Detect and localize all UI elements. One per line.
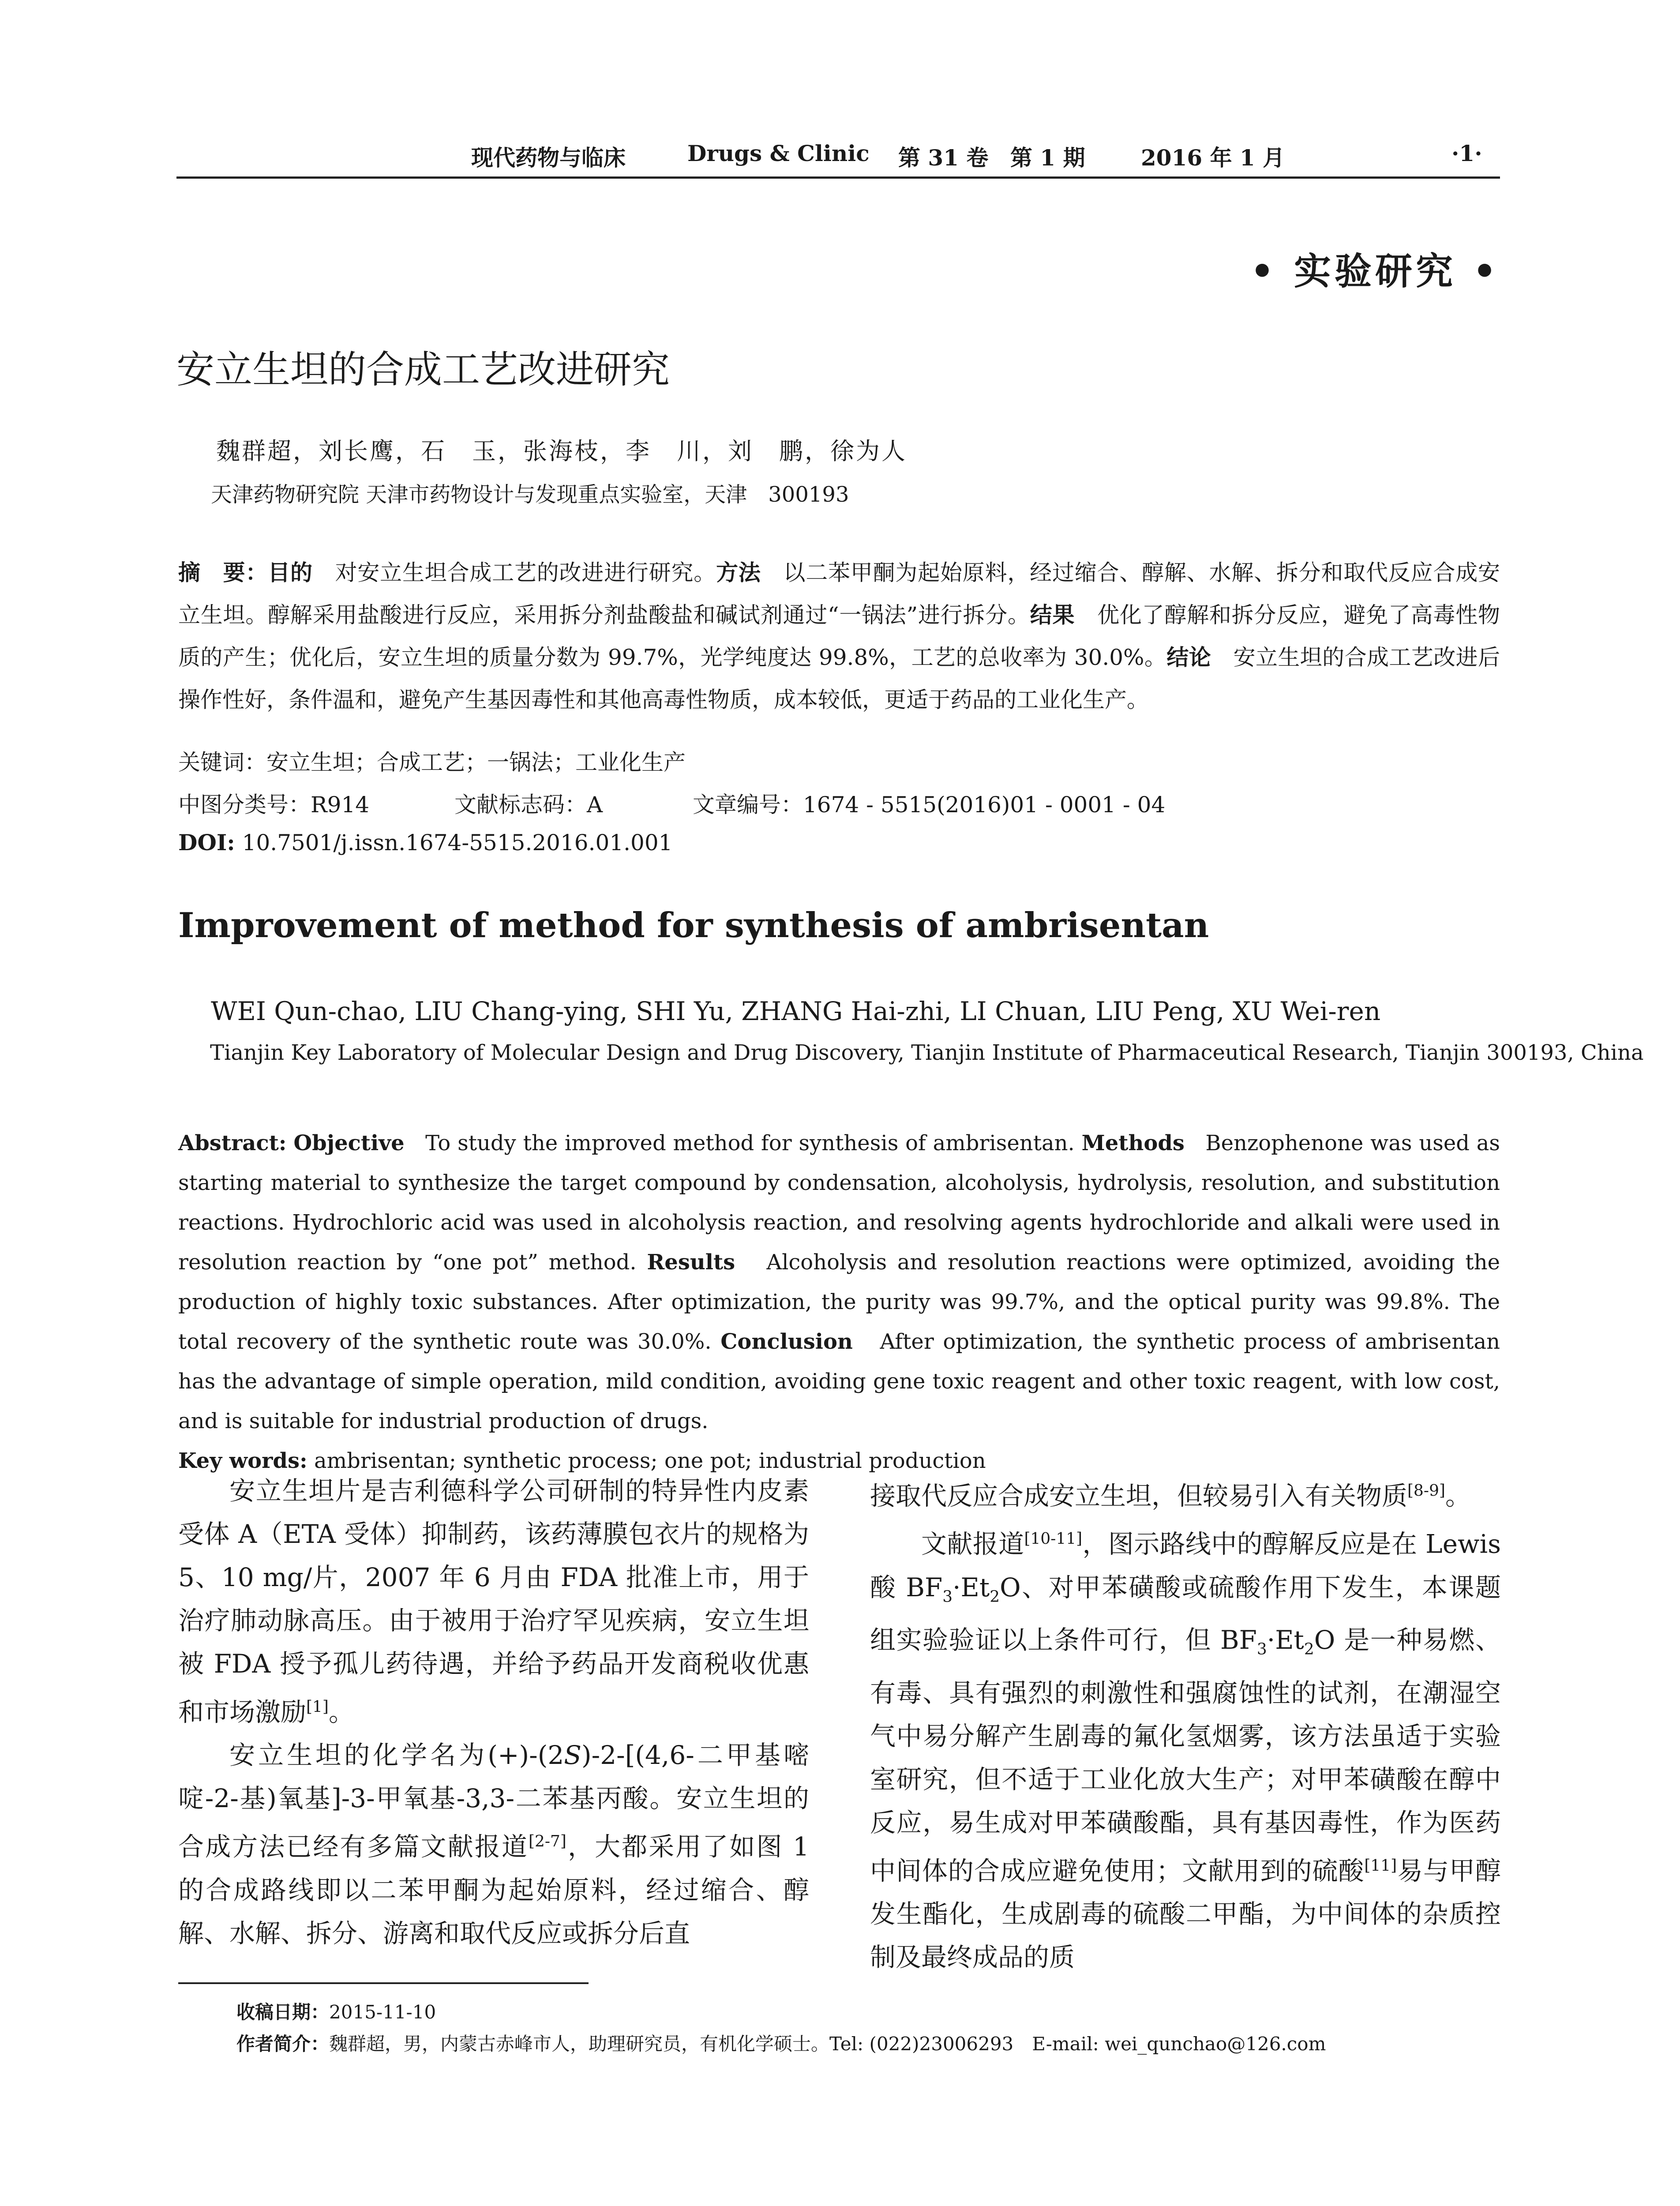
body-paragraph <box>178 1469 809 1733</box>
conclusion-label-cn: 结论 <box>1166 645 1211 670</box>
methods-label-cn: 方法 <box>716 560 761 585</box>
received-date <box>236 1998 436 2024</box>
subscript: 3 <box>942 1587 953 1606</box>
doi <box>178 829 672 855</box>
body-paragraph <box>870 1469 1501 1517</box>
keywords-cn <box>178 745 686 777</box>
conclusion-cn: 安立生坦的合成工艺改进后操作性好，条件温和，避免产生基因毒性和其他高毒性物质，成本较低，更适于药品的工业化生产。 <box>178 645 1500 713</box>
body-text: ·Et <box>1267 1625 1304 1655</box>
body-text: 接取代反应合成安立生坦，但较易引入有关物质 <box>870 1481 1408 1511</box>
footnote-rule <box>178 1982 589 1984</box>
doc-value: A <box>587 792 603 818</box>
article-value: 1674 - 5515(2016)01 - 0001 - 04 <box>803 792 1166 818</box>
affiliation-en: Tianjin Key Laboratory of Molecular Design and Drug Discovery, Tianjin Institute of Pharmaceutical Research, Tianjin 300193, China <box>210 1040 1644 1065</box>
citation: [11] <box>1364 1856 1397 1875</box>
subscript: 3 <box>1256 1640 1267 1658</box>
author-bio-label: 作者简介： <box>236 2033 330 2055</box>
subscript: 2 <box>990 1587 1000 1606</box>
objective-cn: 对安立生坦合成工艺的改进进行研究。 <box>335 560 716 585</box>
doi-value: 10.7501/j.issn.1674-5515.2016.01.001 <box>242 830 673 855</box>
results-en: Alcoholysis and resolution reactions were optimized, avoiding the production of highly toxic substances. After optimization, the purity was 99.7%, and the optical purity was 99.8%. The total recovery of the synthetic route was 30.0%. <box>178 1250 1500 1354</box>
conclusion-en: After optimization, the synthetic process of ambrisentan has the advantage of simple operation, mild condition, avoiding gene toxic reagent and other toxic reagent, with low cost, and is suitable for industrial production of drugs. <box>178 1329 1500 1433</box>
article-number <box>693 787 1165 819</box>
citation: [8-9] <box>1407 1482 1445 1500</box>
body-text: 。 <box>328 1697 354 1727</box>
body-text: 安立生坦的化学名为(+)-(2 <box>229 1740 564 1771</box>
clc-value: R914 <box>311 792 370 818</box>
section-tag: • 实验研究 • <box>1250 249 1500 293</box>
body-text: O 是一种易燃、有毒、具有强烈的刺激性和强腐蚀性的试剂，在潮湿空气中易分解产生剧毒的氟化氢烟雾，该方法虽适于实验室研究，但不适于工业化放大生产；对甲苯磺酸在醇中反应，易生成对甲苯磺酸酯，具有基因毒性，作为医药中间体的合成应避免使用；文献用到的硫酸 <box>870 1625 1501 1886</box>
keywords-label-en: Key words: <box>178 1448 308 1473</box>
objective-label-cn: 目的 <box>268 560 313 585</box>
abstract-en <box>178 1123 1500 1481</box>
methods-label-en: Methods <box>1081 1131 1185 1156</box>
body-text: 易与甲醇发生酯化，生成剧毒的硫酸二甲酯，为中间体的杂质控制及最终成品的质 <box>870 1856 1501 1973</box>
journal-name-en: Drugs & Clinic <box>687 140 870 166</box>
results-cn: 优化了醇解和拆分反应，避免了高毒性物质的产生；优化后，安立生坦的质量分数为 99.7%，光学纯度达 99.8%，工艺的总收率为 30.0%。 <box>178 602 1500 670</box>
abstract-label-en: Abstract: <box>178 1131 287 1156</box>
methods-en: Benzophenone was used as starting material to synthesize the target compound by condensation, alcoholysis, hydrolysis, resolution, and substitution reactions. Hydrochloric acid was used in alcoholysis reaction, and resolving agents hydrochloride and alkali were used in resolution reaction by “one pot” method. <box>178 1131 1500 1275</box>
citation: [2-7] <box>528 1832 566 1851</box>
citation: [1] <box>306 1698 329 1716</box>
citation: [10-11] <box>1024 1530 1083 1548</box>
subscript: 2 <box>1304 1640 1314 1658</box>
doi-label: DOI: <box>178 829 235 855</box>
body-text: ·Et <box>952 1572 990 1602</box>
conclusion-label-en: Conclusion <box>720 1329 853 1354</box>
body-text: 安立生坦片是吉利德科学公司研制的特异性内皮素受体 A（ETA 受体）抑制药，该药薄膜包衣片的规格为 5、10 mg/片，2007 年 6 月由 FDA 批准上市，用于治疗肺动脉高压。由于被用于治疗罕见疾病，安立生坦被 FDA 授予孤儿药待遇，并给予药品开发商税收优惠和市场激励 <box>178 1476 809 1727</box>
objective-en: To study the improved method for synthesis of ambrisentan. <box>425 1131 1075 1156</box>
methods-cn: 以二苯甲酮为起始原料，经过缩合、醇解、水解、拆分和取代反应合成安立生坦。醇解采用盐酸进行反应，采用拆分剂盐酸盐和碱试剂通过“一锅法”进行拆分。 <box>178 560 1500 628</box>
title-en: Improvement of method for synthesis of ambrisentan <box>178 905 1209 945</box>
body-text: ，大都采用了如图 1 的合成路线即以二苯甲酮为起始原料，经过缩合、醇解、水解、拆分、游离和取代反应或拆分后直 <box>178 1831 809 1948</box>
body-text: 。 <box>1445 1481 1471 1511</box>
issue-date: 2016 年 1 月 <box>1141 145 1285 171</box>
body-right-column <box>870 1469 1501 1979</box>
volume: 第 31 卷 <box>898 145 989 171</box>
keywords-label-cn: 关键词： <box>178 750 266 775</box>
journal-name-cn: 现代药物与临床 <box>471 145 626 171</box>
article-label: 文章编号： <box>693 792 803 818</box>
keywords-text-en: ambrisentan; synthetic process; one pot; industrial production <box>314 1448 986 1473</box>
classification-row <box>178 787 369 819</box>
doc-label: 文献标志码： <box>454 792 587 818</box>
received-label: 收稿日期： <box>236 2001 330 2023</box>
authors-cn: 魏群超，刘长鹰，石 玉，张海枝，李 川，刘 鹏，徐为人 <box>216 437 907 465</box>
results-label-en: Results <box>647 1250 735 1275</box>
title-cn: 安立生坦的合成工艺改进研究 <box>176 348 670 392</box>
body-text: O、对甲苯磺酸或硫酸作用下发生，本课题组实验验证以上条件可行，但 BF <box>870 1572 1501 1655</box>
stereo-descriptor: S <box>564 1740 582 1771</box>
results-label-cn: 结果 <box>1030 602 1075 628</box>
clc-label: 中图分类号： <box>178 792 311 818</box>
body-left-column <box>178 1469 809 1955</box>
page-number: ·1· <box>1451 140 1482 166</box>
doc-code <box>454 787 603 819</box>
issue: 第 1 期 <box>1010 145 1085 171</box>
body-text: ，图示路线中的醇解反应是在 Lewis 酸 BF <box>870 1529 1501 1602</box>
body-paragraph <box>870 1517 1501 1979</box>
author-bio-text: 魏群超，男，内蒙古赤峰市人，助理研究员，有机化学硕士。Tel: (022)23006293 E-mail: wei_qunchao@126.com <box>329 2033 1326 2055</box>
keywords-text-cn: 安立生坦；合成工艺；一锅法；工业化生产 <box>266 750 686 775</box>
body-text: 文献报道 <box>921 1529 1024 1559</box>
objective-label-en: Objective <box>293 1131 405 1156</box>
abstract-label-cn: 摘 要： <box>178 560 268 585</box>
author-bio <box>236 2030 1326 2056</box>
affiliation-cn: 天津药物研究院 天津市药物设计与发现重点实验室，天津 300193 <box>211 482 849 507</box>
header-rule <box>176 176 1500 179</box>
body-text: )-2-[(4,6-二甲基嘧啶-2-基)氧基]-3-甲氧基-3,3-二苯基丙酸。安立生坦的合成方法已经有多篇文献报道 <box>178 1740 809 1862</box>
abstract-cn <box>178 552 1500 721</box>
received-value: 2015-11-10 <box>329 2001 436 2023</box>
body-paragraph <box>178 1733 809 1955</box>
authors-en: WEI Qun-chao, LIU Chang-ying, SHI Yu, ZHANG Hai-zhi, LI Chuan, LIU Peng, XU Wei-ren <box>211 996 1381 1026</box>
